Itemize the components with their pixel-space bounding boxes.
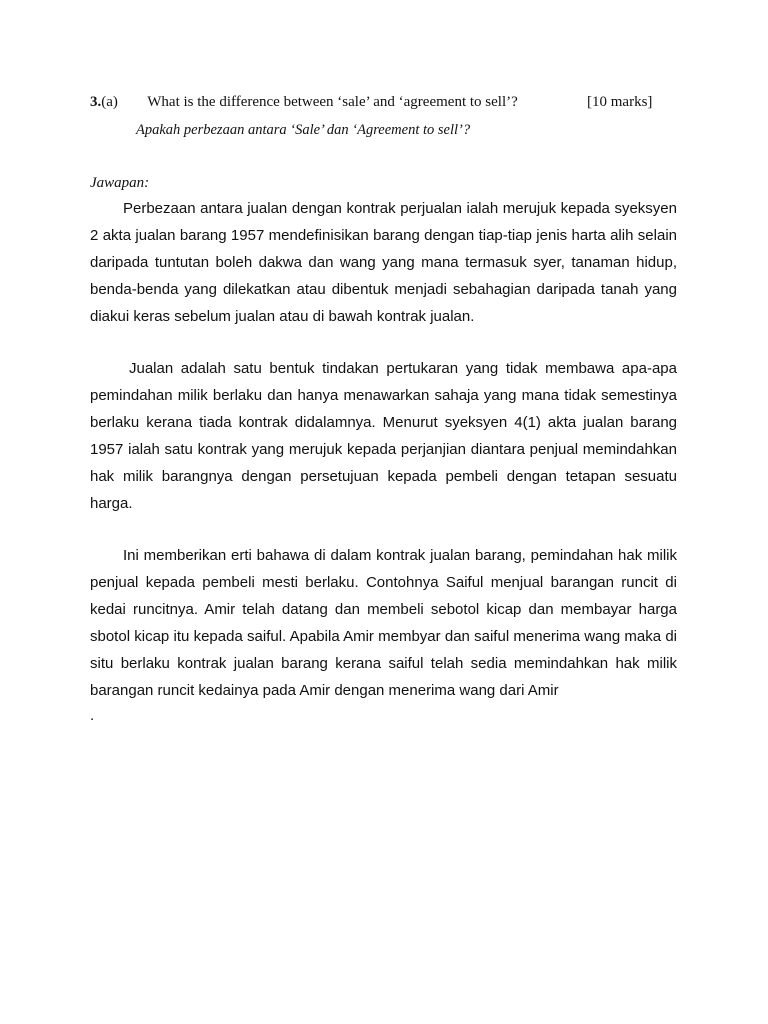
question-line: [90, 92, 690, 112]
answer-heading: Jawapan:: [90, 175, 150, 191]
answer-paragraph-1: Perbezaan antara jualan dengan kontrak perjualan ialah merujuk kepada syeksyen 2 akta jualan barang 1957 mendefinisikan barang dengan tiap-tiap jenis harta alih selain daripada tuntutan boleh dakwa dan wang yang mana termasuk syer, tanaman hidup, benda-benda yang dilekatkan atau dibentuk menjadi sebahagian daripada tanah yang diakui keras sebelum jualan atau di bawah kontrak jualan.: [90, 200, 677, 325]
trailing-period: .: [90, 707, 95, 724]
question-number: 3.: [90, 94, 102, 110]
answer-paragraph-2: Jualan adalah satu bentuk tindakan pertukaran yang tidak membawa apa-apa pemindahan milik berlaku dan hanya menawarkan sahaja yang mana tidak semestinya berlaku kerana tiada kontrak didalamnya. Menurut syeksyen 4(1) akta jualan barang 1957 ialah satu kontrak yang merujuk kepada perjanjian diantara penjual memindahkan hak milik barangnya dengan persetujuan kepada pembeli dengan tetapan sesuatu harga.: [90, 360, 677, 512]
question-text: What is the difference between ‘sale’ and ‘agreement to sell’?: [147, 94, 518, 110]
question-translation: Apakah perbezaan antara ‘Sale’ dan ‘Agreement to sell’?: [136, 122, 471, 138]
question-marks: [10 marks]: [587, 94, 653, 110]
question-part: (a): [101, 94, 118, 110]
answer-paragraph-3: Ini memberikan erti bahawa di dalam kontrak jualan barang, pemindahan hak milik penjual kepada pembeli mesti berlaku. Contohnya Saiful menjual barangan runcit di kedai runcitnya. Amir telah datang dan membeli sebotol kicap dan membayar harga sbotol kicap itu kepada saiful. Apabila Amir membyar dan saiful menerima wang maka di situ berlaku kontrak jualan barang kerana saiful telah sedia memindahkan hak milik barangan runcit kedainya pada Amir dengan menerima wang dari Amir: [90, 547, 677, 699]
